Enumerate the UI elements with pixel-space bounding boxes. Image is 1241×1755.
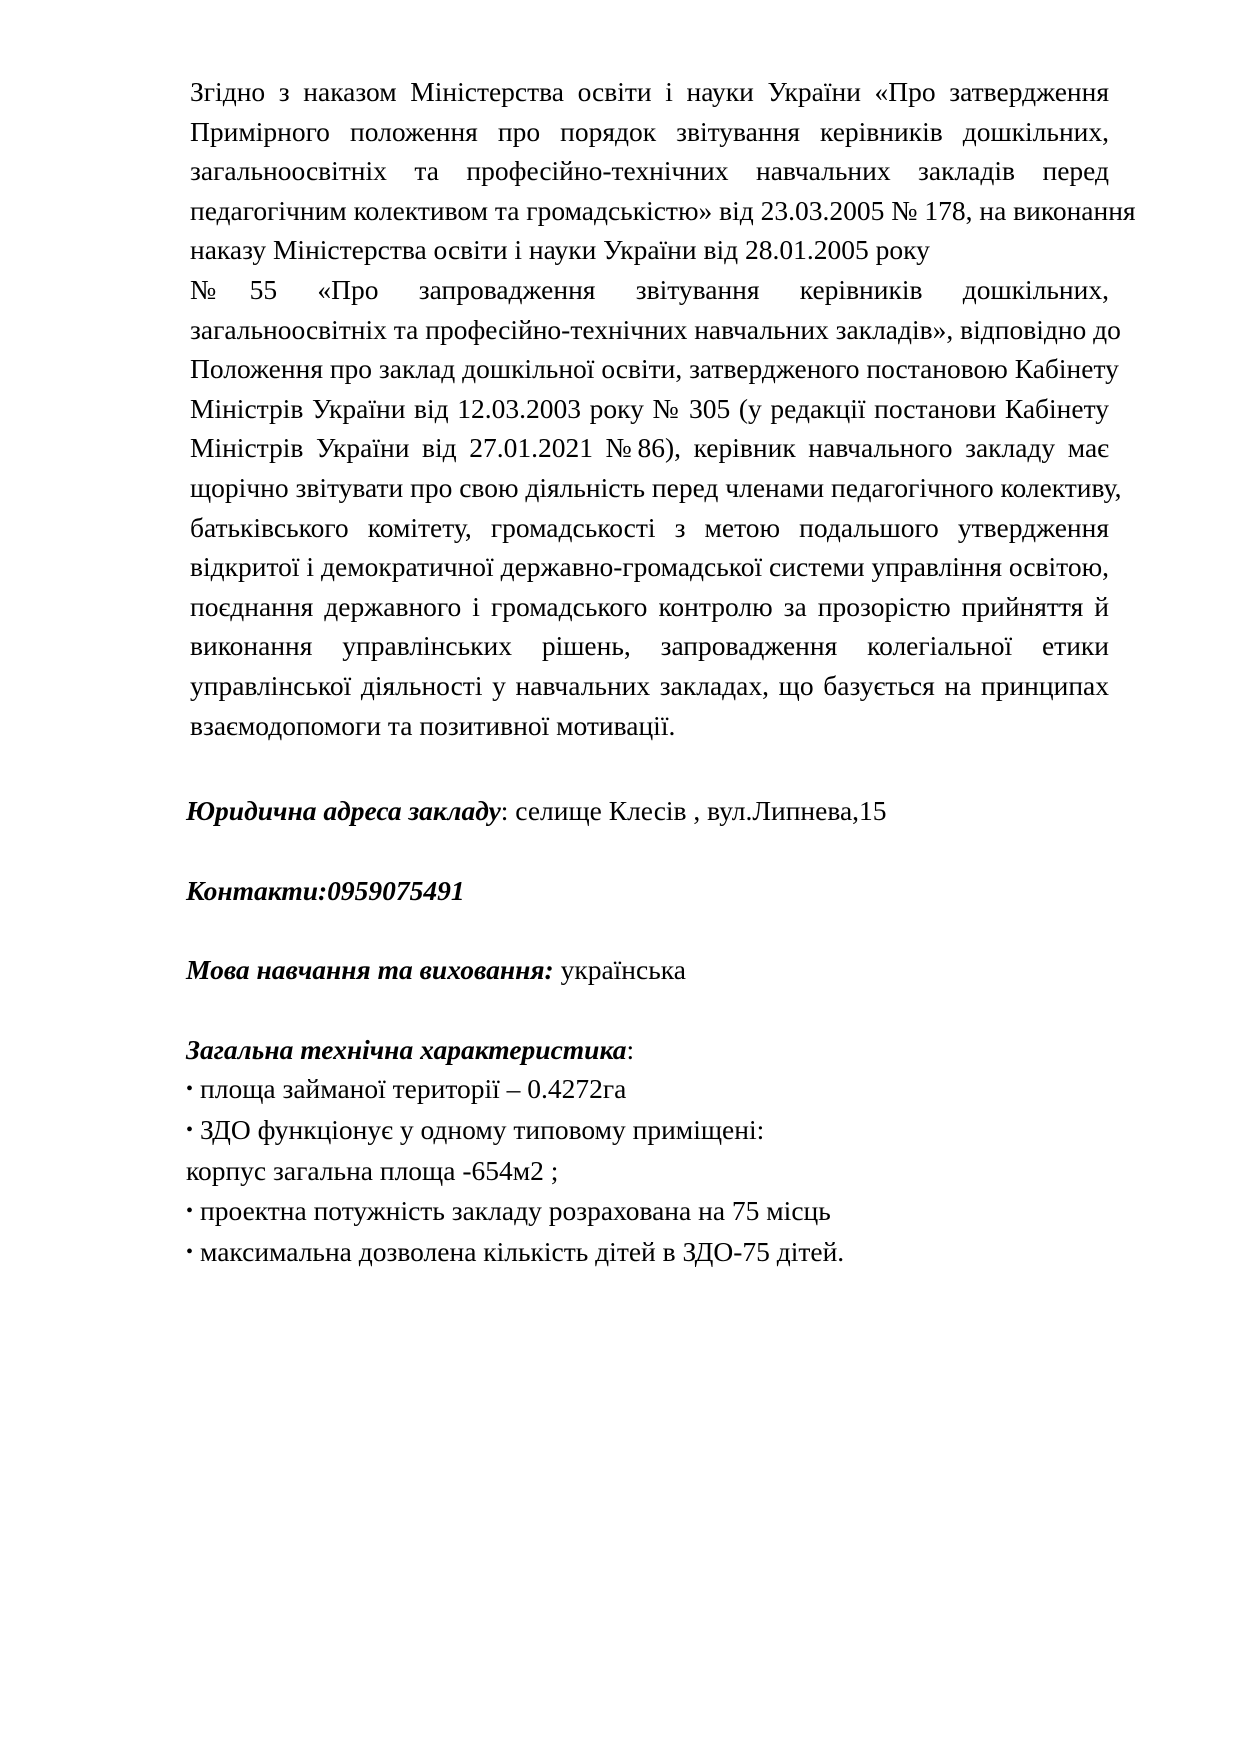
paragraph-line: загальноосвітніх та професійно-технічних навчальних закладів», відповідно до — [190, 313, 1121, 345]
field-technical-characteristics — [134, 1030, 1109, 1070]
spacer — [134, 910, 1109, 950]
technical-characteristics-label: Загальна технічна характеристика — [186, 1033, 627, 1065]
list-item — [134, 1191, 1109, 1232]
list-item-text: максимальна дозволена кількість дітей в ЗДО-75 дітей. — [200, 1235, 845, 1267]
field-contacts — [134, 871, 1109, 911]
language-value: українська — [560, 954, 686, 986]
bullet-icon: • — [186, 1199, 194, 1222]
paragraph-line: Примірного положення про порядок звітування керівників дошкільних, — [190, 115, 1109, 147]
spacer — [134, 831, 1109, 871]
paragraph-line: наказу Міністерства освіти і науки України від 28.01.2005 року — [190, 234, 930, 266]
paragraph-line: Міністрів України від 12.03.2003 року № 305 (у редакції постанови Кабінету — [190, 392, 1109, 424]
field-legal-address — [134, 791, 1109, 831]
paragraph-line: щорічно звітувати про свою діяльність перед членами педагогічного колективу, — [190, 471, 1122, 503]
paragraph-line: взаємодопомоги та позитивної мотивації. — [190, 709, 676, 741]
paragraph-line: управлінської діяльності у навчальних закладах, що базується на принципах — [190, 669, 1109, 701]
list-item — [134, 1151, 1109, 1191]
language-label: Мова навчання та виховання: — [186, 954, 554, 986]
list-item — [134, 1069, 1109, 1110]
legal-address-value: селище Клесів , вул.Липнева,15 — [515, 795, 887, 827]
list-item-text: ЗДО функціонує у одному типовому приміщені: — [200, 1114, 765, 1146]
bullet-icon: • — [186, 1240, 194, 1263]
contacts-label: Контакти:0959075491 — [186, 874, 465, 906]
paragraph-line: батьківського комітету, громадськості з метою подальшого утвердження — [190, 511, 1109, 543]
paragraph-line: педагогічним колективом та громадськістю» від 23.03.2005 № 178, на виконання — [190, 194, 1136, 226]
bullet-icon: • — [186, 1078, 194, 1101]
paragraph-line: відкритої і демократичної державно-громадської системи управління освітою, — [190, 551, 1109, 583]
paragraph-line: Згідно з наказом Міністерства освіти і науки України «Про затвердження — [190, 76, 1109, 107]
paragraph-line: загальноосвітніх та професійно-технічних навчальних закладів перед — [190, 155, 1109, 187]
paragraph-line: Міністрів України від 27.01.2021 №86), керівник навчального закладу має — [190, 432, 1109, 464]
list-item-text: площа займаної території – 0.4272га — [200, 1073, 627, 1105]
spacer — [134, 745, 1109, 791]
list-item — [134, 1232, 1109, 1273]
list-item — [134, 1110, 1109, 1151]
legal-address-separator: : — [500, 795, 516, 827]
language-separator — [554, 954, 561, 985]
paragraph-line: виконання управлінських рішень, запровадження колегіальної етики — [190, 630, 1109, 662]
field-language-of-instruction — [134, 950, 1109, 990]
paragraph-intro — [134, 72, 1136, 270]
list-item-text: корпус загальна площа -654м2 ; — [186, 1155, 559, 1187]
paragraph-line: №55 «Про запровадження звітування керівників дошкільних, — [190, 273, 1109, 305]
legal-address-label: Юридична адреса закладу — [186, 795, 501, 827]
paragraph-main — [134, 270, 1122, 745]
list-item-text: проектна потужність закладу розрахована на 75 місць — [200, 1194, 831, 1226]
spacer — [134, 990, 1109, 1030]
bullet-icon: • — [186, 1119, 194, 1142]
paragraph-line: поєднання державного і громадського контролю за прозорістю прийняття й — [190, 590, 1109, 622]
technical-characteristics-separator: : — [626, 1033, 635, 1065]
document-body — [134, 72, 1136, 1272]
paragraph-line: Положення про заклад дошкільної освіти, затвердженого постановою Кабінету — [190, 353, 1119, 385]
